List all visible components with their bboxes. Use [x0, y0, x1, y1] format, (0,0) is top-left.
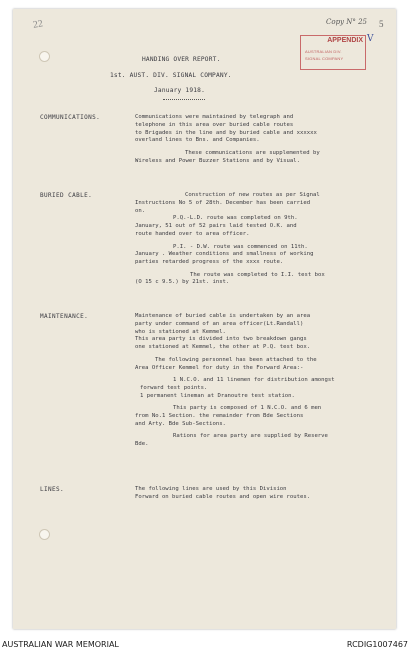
footer-record-id: RCDIG1007467: [346, 640, 408, 649]
paragraph-line: from No.1 Section. the remainder from Bde Sections: [135, 412, 304, 419]
paragraph-line: Wireless and Power Buzzer Stations and by Visual.: [135, 157, 301, 164]
punch-hole-top: [39, 51, 50, 62]
paragraph-line: who is stationed at Kemmel.: [135, 328, 226, 335]
paragraph-line: Communications were maintained by telegraph and: [135, 114, 294, 120]
section-label: MAINTENANCE.: [40, 313, 89, 320]
paragraph-line: P.Q.-L.D. route was completed on 9th.: [173, 215, 298, 222]
page-number-right: 5: [379, 19, 384, 29]
punch-hole-bottom: [39, 529, 50, 540]
paragraph-line: party under command of an area officer(Lt.Randall): [135, 320, 304, 327]
paragraph-line: The following lines are used by this Division: [135, 486, 287, 492]
section-label: COMMUNICATIONS.: [40, 114, 101, 121]
paragraph-line: (O 15 c 9.5.) by 21st. inst.: [135, 279, 230, 286]
section-label: LINES.: [40, 486, 65, 493]
paragraph-line: parties retarded progress of the xxxx route.: [135, 259, 284, 266]
paragraph-line: 1 N.C.O. and 11 linemen for distribution amongst: [173, 377, 335, 383]
report-title: HANDING OVER REPORT.: [142, 56, 221, 63]
paragraph-line: Rations for area party are supplied by Reserve: [173, 433, 328, 440]
stamp-title: APPENDIX: [327, 37, 363, 44]
handwritten-copy-number: Copy N° 25: [326, 18, 367, 26]
paragraph-line: P.I. - D.W. route was commenced on 11th.: [173, 243, 308, 250]
stamp-line-2: SIGNAL COMPANY: [305, 56, 344, 61]
paragraph-line: 1 permanent lineman at Dranoutre test station.: [140, 392, 295, 399]
document-page: [13, 9, 396, 629]
paragraph-line: Bde.: [135, 440, 149, 447]
section-label: BURIED CABLE.: [40, 192, 93, 199]
paragraph-line: and Arty. Bde Sub-Sections.: [135, 420, 226, 427]
date-underline: [163, 99, 205, 100]
paragraph-line: This area party is divided into two breakdown gangs: [135, 336, 307, 343]
paragraph-line: Construction of new routes as per Signal: [185, 192, 320, 198]
report-date: January 1918.: [154, 87, 206, 94]
appendix-stamp: [300, 35, 366, 70]
paragraph-line: January, 51 out of 52 pairs laid tested O.K. and: [135, 223, 297, 230]
paragraph-line: route handed over to area officer.: [135, 231, 250, 237]
paragraph-line: to Brigades in the line and by buried cable and xxxxxx: [135, 129, 317, 136]
page-number-left: 22: [32, 18, 44, 31]
footer-institution: AUSTRALIAN WAR MEMORIAL: [2, 640, 119, 649]
paragraph-line: The following personnel has been attached to the: [155, 356, 317, 363]
paragraph-line: January . Weather conditions and smallness of working: [135, 251, 314, 258]
paragraph-line: Instructions No 5 of 28th. December has been carried: [135, 199, 311, 206]
paragraph-line: overland lines to Bns. and Companies.: [135, 137, 260, 144]
paragraph-line: Forward on buried cable routes and open wire routes.: [135, 493, 311, 500]
paragraph-line: These communications are supplemented by: [185, 149, 320, 156]
report-unit: 1st. AUST. DIV. SIGNAL COMPANY.: [110, 72, 232, 79]
paragraph-line: one stationed at Kemmel, the other at P.Q. test box.: [135, 344, 311, 351]
paragraph-line: Area Officer Kemmel for duty in the Forward Area:-: [135, 364, 304, 371]
stamp-handwritten-mark: V: [367, 34, 374, 44]
paragraph-line: Maintenance of buried cable is undertaken by an area: [135, 313, 311, 319]
paragraph-line: telephone in this area over buried cable routes: [135, 121, 294, 128]
paragraph-line: forward test points.: [140, 384, 208, 391]
stamp-line-1: AUSTRALIAN DIV.: [305, 49, 342, 54]
paragraph-line: on.: [135, 207, 146, 214]
paragraph-line: The route was completed to I.I. test box: [190, 271, 325, 278]
paragraph-line: This party is composed of 1 N.C.O. and 6 men: [173, 405, 322, 411]
